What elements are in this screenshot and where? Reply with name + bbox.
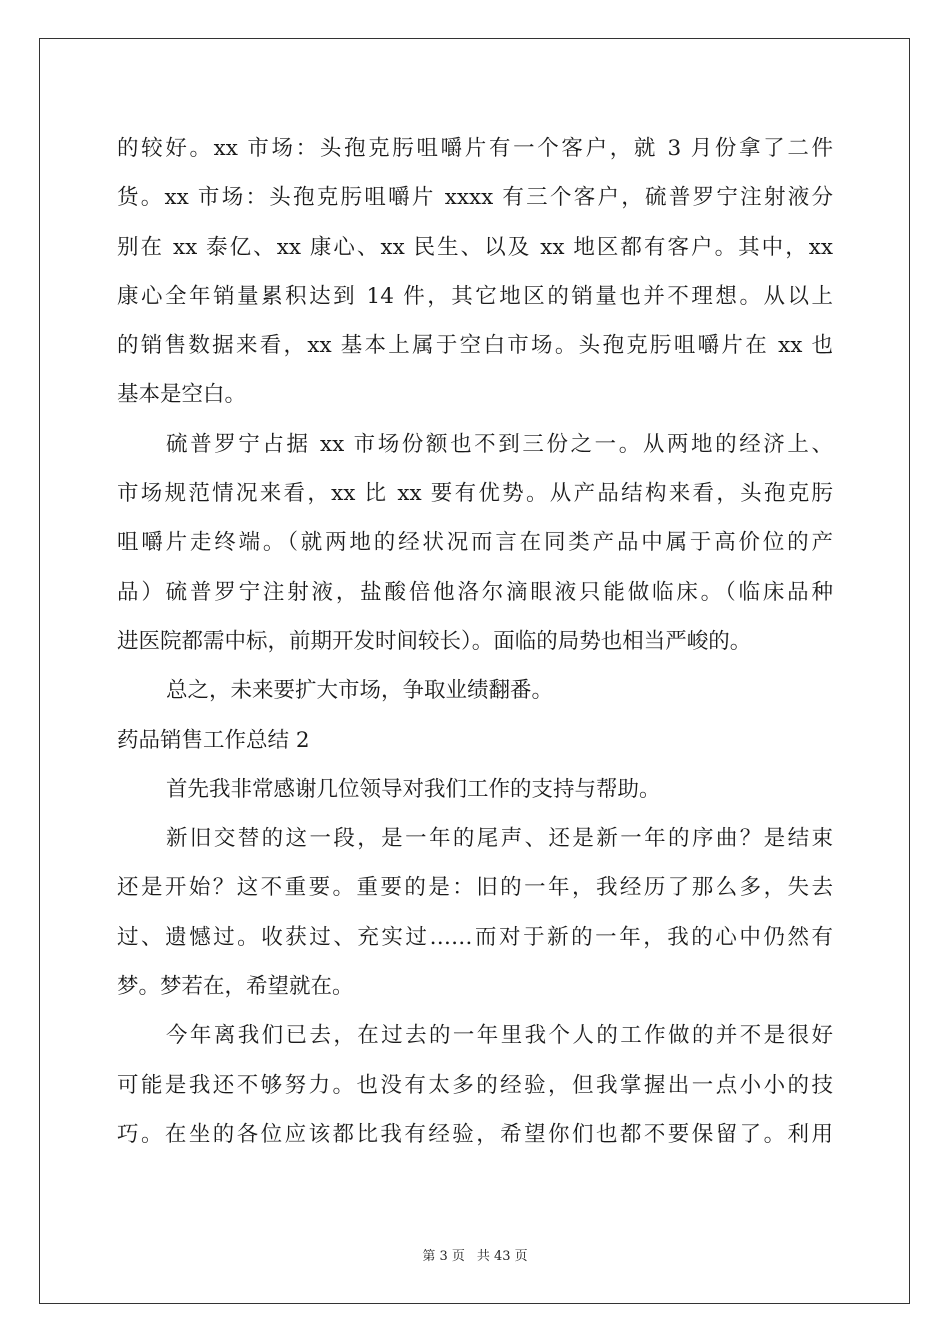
text-line: 总之，未来要扩大市场，争取业绩翻番。 bbox=[166, 678, 554, 704]
text-line: 咀嚼片走终端。（就两地的经状况而言在同类产品中属于高价位的产 bbox=[117, 530, 833, 556]
text-line: 市场规范情况来看，xx 比 xx 要有优势。从产品结构来看，头孢克肟 bbox=[117, 481, 833, 507]
text-line: 过、遗憾过。收获过、充实过……而对于新的一年，我的心中仍然有 bbox=[117, 924, 833, 950]
text-line: 新旧交替的这一段，是一年的尾声、还是新一年的序曲？是结束 bbox=[166, 826, 833, 852]
document-body bbox=[117, 124, 833, 1159]
text-line: 首先我非常感谢几位领导对我们工作的支持与帮助。 bbox=[166, 776, 661, 802]
text-line: 的较好。xx 市场：头孢克肟咀嚼片有一个客户，就 3 月份拿了二件 bbox=[117, 136, 833, 161]
page-footer bbox=[0, 1248, 950, 1266]
text-line: 康心全年销量累积达到 14 件，其它地区的销量也并不理想。从以上 bbox=[117, 283, 833, 309]
text-line: 别在 xx 泰亿、xx 康心、xx 民生、以及 xx 地区都有客户。其中，xx bbox=[117, 234, 833, 260]
text-line: 梦。梦若在，希望就在。 bbox=[117, 974, 354, 1000]
text-line: 还是开始？这不重要。重要的是：旧的一年，我经历了那么多，失去 bbox=[117, 875, 833, 901]
page-number: 第 3 页 bbox=[422, 1249, 465, 1264]
page-total: 共 43 页 bbox=[476, 1249, 528, 1264]
text-line: 今年离我们已去，在过去的一年里我个人的工作做的并不是很好 bbox=[166, 1023, 833, 1049]
text-line: 的销售数据来看，xx 基本上属于空白市场。头孢克肟咀嚼片在 xx 也 bbox=[117, 333, 833, 359]
section-heading: 药品销售工作总结 2 bbox=[117, 727, 310, 753]
text-line: 品）硫普罗宁注射液，盐酸倍他洛尔滴眼液只能做临床。（临床品种 bbox=[117, 579, 833, 605]
text-line: 基本是空白。 bbox=[117, 382, 247, 408]
text-line: 可能是我还不够努力。也没有太多的经验，但我掌握出一点小小的技 bbox=[117, 1072, 833, 1098]
text-line: 货。xx 市场：头孢克肟咀嚼片 xxxx 有三个客户，硫普罗宁注射液分 bbox=[117, 185, 833, 211]
text-line: 巧。在坐的各位应该都比我有经验，希望你们也都不要保留了。利用 bbox=[117, 1121, 833, 1147]
text-line: 进医院都需中标，前期开发时间较长）。面临的局势也相当严峻的。 bbox=[117, 628, 752, 654]
text-line: 硫普罗宁占据 xx 市场份额也不到三份之一。从两地的经济上、 bbox=[166, 431, 833, 457]
